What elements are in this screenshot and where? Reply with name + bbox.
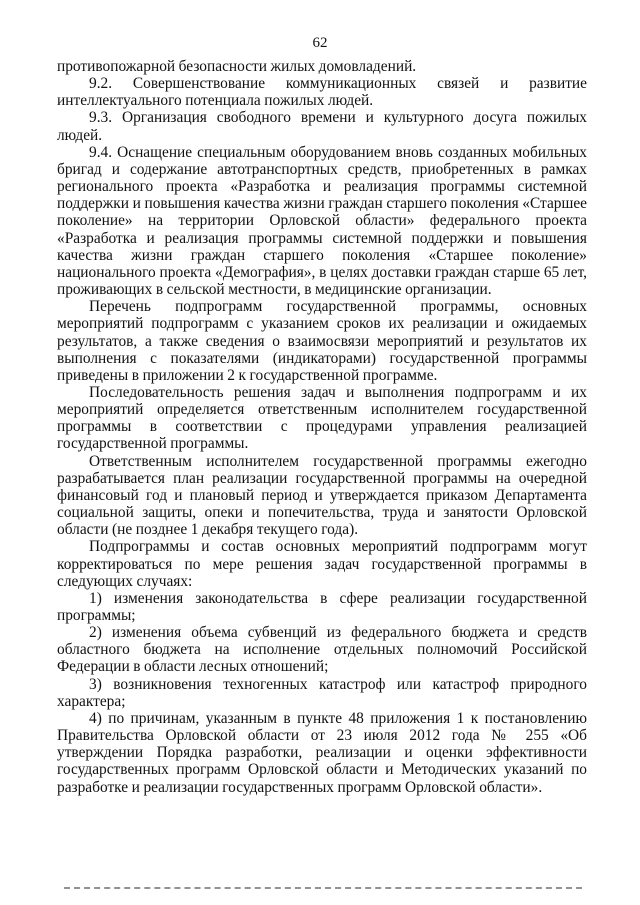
paragraph-annual-plan: Ответственным исполнителем государственной программы ежегодно разрабатывается план реализации государственной программы на очередной финансовый год и плановый период и утверждается приказом Департамента социальной защиты, опеки и попечительства, труда и занятости Орловской области (не позднее 1 декабря текущего года). [57,452,587,539]
paragraph-item-9-2: 9.2. Совершенствование коммуникационных связей и развитие интеллектуального потенциала пожилых людей. [57,75,587,110]
page-number: 62 [312,35,328,51]
paragraph-sequence: Последовательность решения задач и выполнения подпрограмм и их мероприятий определяется ответственным исполнителем государственной программы в соответствии с процедурами управления реализацией государственной программы. [57,383,587,453]
paragraph-item-9-4: 9.4. Оснащение специальным оборудованием вновь созданных мобильных бригад и содержание автотранспортных средств, приобретенных в рамках регионального проекта «Разработка и реализация программы системной поддержки и повышения качества жизни граждан старшего поколения «Старшее поколение» на территории Орловской области» федерального проекта «Разработка и реализация программы системной поддержки и повышения качества жизни граждан старшего поколения «Старшее поколение» национального проекта «Демография», в целях доставки граждан старше 65 лет, проживающих в сельской местности, в медицинские организации. [57,143,587,299]
paragraph-adjustment-cases: Подпрограммы и состав основных мероприятий подпрограмм могут корректироваться по мере решения задач государственной программы в следующих случаях: [57,538,587,590]
paragraph-case-3: 3) возникновения техногенных катастроф или катастроф природного характера; [57,675,587,710]
paragraph-case-2: 2) изменения объема субвенций из федерального бюджета и средств областного бюджета на исполнение отдельных полномочий Российской Федерации в области лесных отношений; [57,624,587,676]
paragraph-case-1: 1) изменения законодательства в сфере реализации государственной программы; [57,589,587,624]
document-body [57,58,587,796]
paragraph-subprograms-list: Перечень подпрограмм государственной программы, основных мероприятий подпрограмм с указанием сроков их реализации и ожидаемых результатов, а также сведения о взаимосвязи мероприятий и результатов их выполнения с показателями (индикаторами) государственной программы приведены в приложении 2 к государственной программе. [57,298,587,384]
paragraph-continuation: противопожарной безопасности жилых домовладений. [57,58,417,75]
scan-edge-mark [64,887,582,889]
paragraph-item-9-3: 9.3. Организация свободного времени и культурного досуга пожилых людей. [57,109,587,144]
paragraph-case-4: 4) по причинам, указанным в пункте 48 приложения 1 к постановлению Правительства Орловской области от 23 июля 2012 года № 255 «Об утверждении Порядка разработки, реализации и оценки эффективности государственных программ Орловской области и Методических указаний по разработке и реализации государственных программ Орловской области». [57,709,587,796]
